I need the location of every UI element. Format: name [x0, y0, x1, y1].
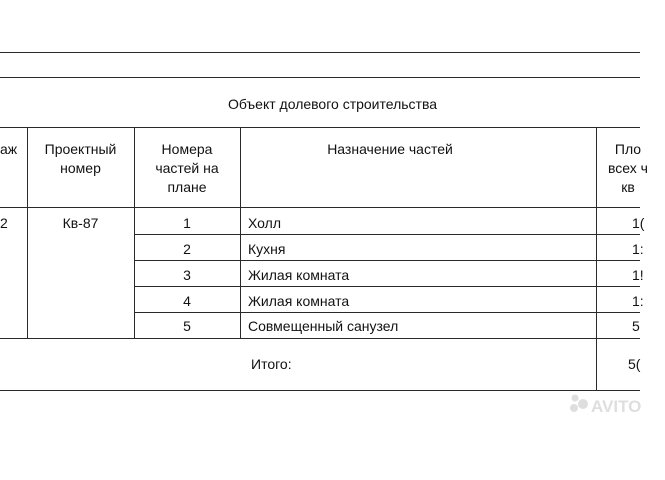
part-area: 5: [632, 318, 640, 334]
part-number: 3: [183, 267, 191, 283]
header-row-top-border: [0, 127, 640, 128]
part-purpose: Холл: [248, 215, 281, 231]
part-number: 5: [183, 318, 191, 334]
header-project-number: Проектный номер: [44, 141, 117, 176]
header-purpose: Назначение частей: [327, 141, 453, 157]
header-part-numbers: Номера частей на плане: [155, 141, 219, 195]
data-row-3-top-border: [134, 260, 640, 261]
floor-value: 2: [0, 215, 8, 231]
part-purpose: Кухня: [248, 241, 286, 257]
data-row-2-top-border: [134, 234, 640, 235]
table-title: Объект долевого строительства: [227, 96, 438, 112]
project-number-value: Кв-87: [62, 215, 99, 231]
part-area: 1:: [632, 293, 644, 309]
total-row-top-border: [0, 338, 640, 339]
svg-text:AVITO: AVITO: [591, 397, 642, 416]
part-area: 1:: [632, 241, 644, 257]
table-bottom-border: [0, 390, 640, 391]
total-value: 5(: [628, 356, 641, 372]
part-purpose: Совмещенный санузел: [248, 318, 399, 334]
col-purpose-right-border: [596, 127, 597, 390]
header-floor: аж: [0, 141, 18, 157]
part-purpose: Жилая комната: [248, 267, 350, 283]
avito-watermark-logo: [565, 390, 655, 430]
part-area: 1!: [632, 267, 644, 283]
part-purpose: Жилая комната: [248, 293, 350, 309]
total-label: Итого:: [251, 356, 292, 372]
data-row-5-top-border: [134, 312, 640, 313]
part-number: 2: [183, 241, 191, 257]
part-number: 1: [183, 215, 191, 231]
table-top-border: [0, 52, 640, 53]
part-number: 4: [183, 293, 191, 309]
part-area: 1(: [632, 215, 645, 231]
title-row-top-border: [0, 77, 640, 78]
data-row-4-top-border: [134, 286, 640, 287]
header-area: Пло всех ч кв: [608, 141, 648, 195]
data-row-1-top-border: [0, 207, 640, 208]
